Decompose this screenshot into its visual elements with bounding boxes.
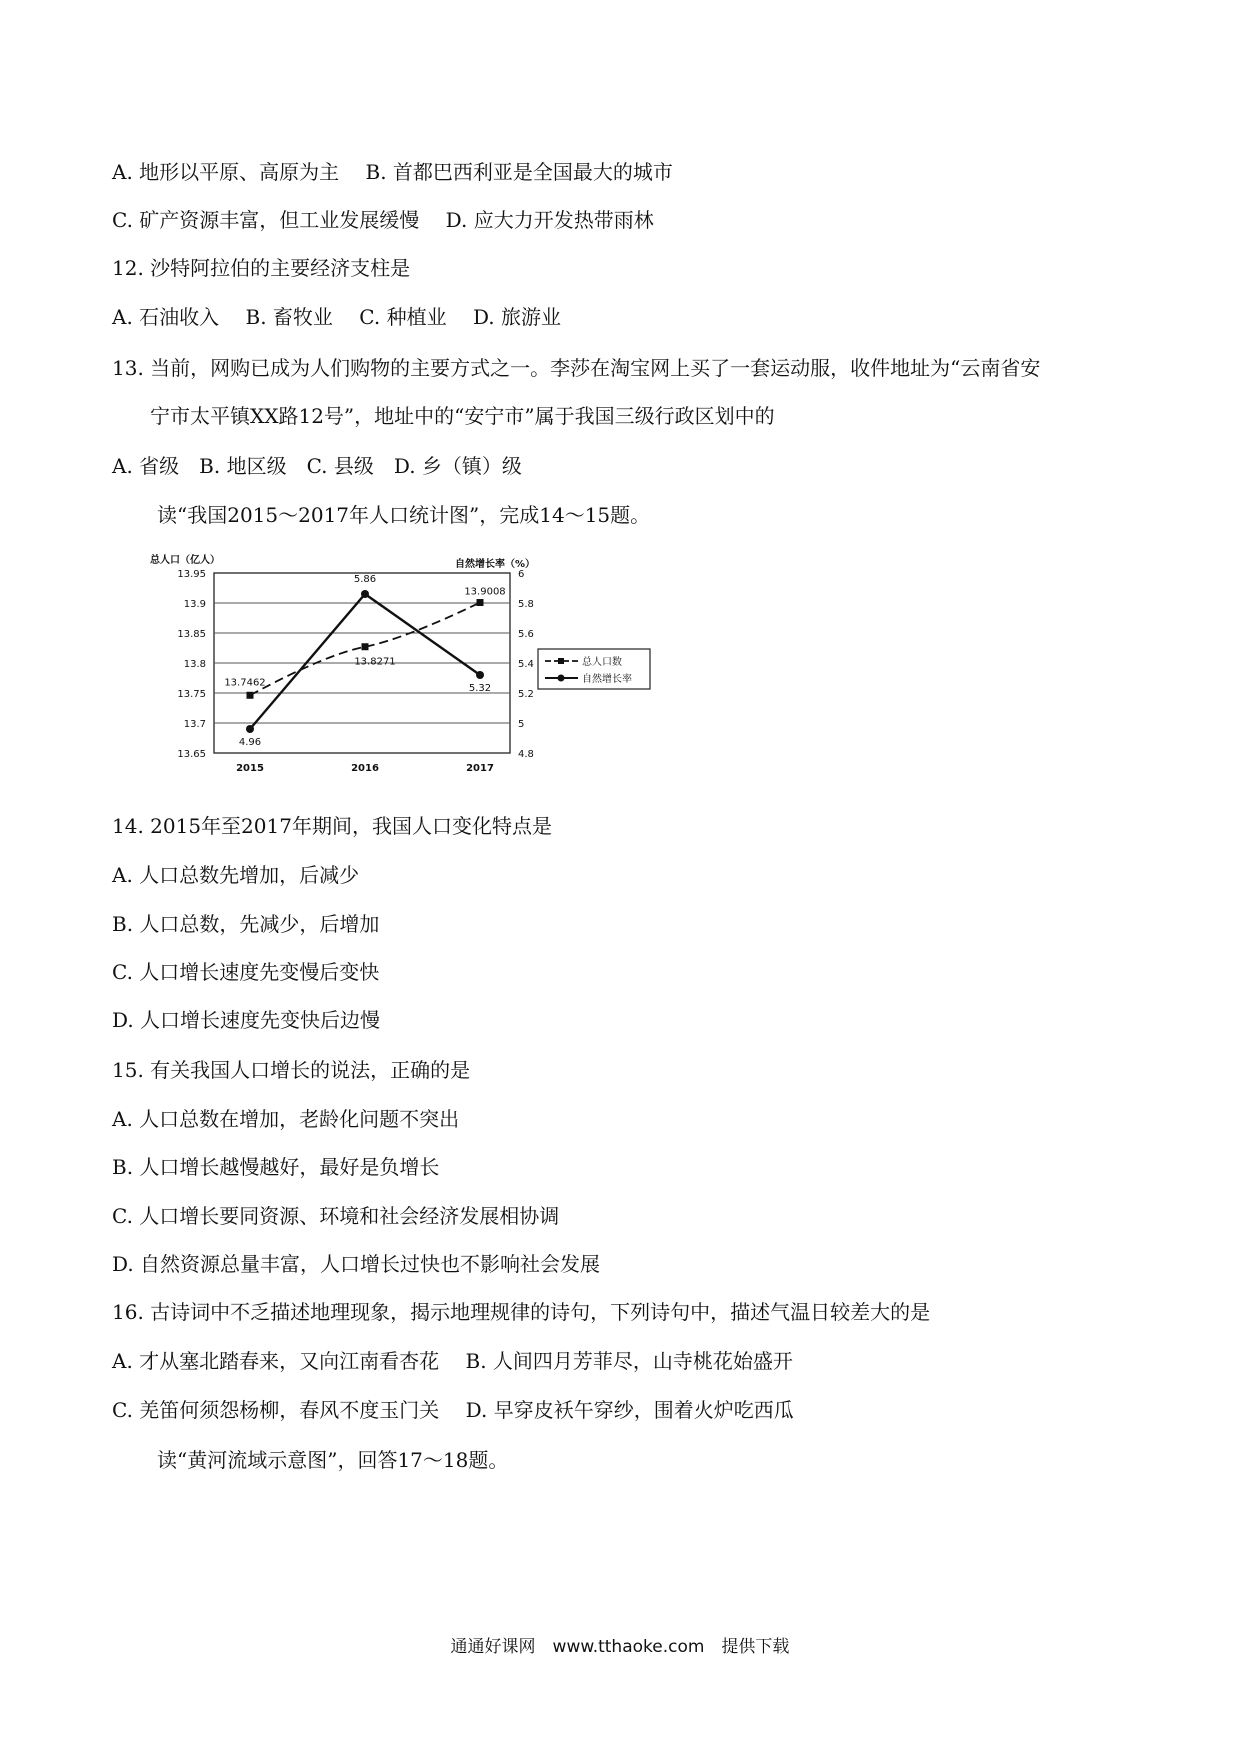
left-tick-label: 13.95 — [177, 569, 206, 580]
q14-stem: 14. 2015年至2017年期间，我国人口变化特点是 — [112, 814, 552, 838]
left-tick-label: 13.8 — [183, 659, 206, 670]
population-chart-svg — [150, 553, 670, 785]
q16-stem: 16. 古诗词中不乏描述地理现象，揭示地理规律的诗句，下列诗句中，描述气温日较差大的是 — [112, 1300, 931, 1324]
x-tick-label: 2015 — [236, 763, 264, 774]
q13-stem-line2: 宁市太平镇XX路12号”，地址中的“安宁市”属于我国三级行政区划中的 — [150, 404, 775, 428]
x-tick-label: 2017 — [466, 763, 494, 774]
q15-option-b: B. 人口增长越慢越好，最好是负增长 — [112, 1155, 440, 1179]
total-population-label: 13.7462 — [224, 677, 266, 689]
q14-option-a: A. 人口总数先增加，后减少 — [112, 863, 360, 887]
q14-option-d: D. 人口增长速度先变快后边慢 — [112, 1008, 381, 1032]
growth-rate-label: 4.96 — [238, 737, 262, 748]
right-tick-label: 5.8 — [518, 599, 534, 610]
q16-options-ab: A. 才从塞北踏春来，又向江南看杏花 B. 人间四月芳菲尽，山寺桃花始盛开 — [112, 1349, 793, 1373]
q15-option-c: C. 人口增长要同资源、环境和社会经济发展相协调 — [112, 1204, 560, 1228]
q12-stem: 12. 沙特阿拉伯的主要经济支柱是 — [112, 256, 411, 280]
right-tick-label: 4.8 — [518, 749, 534, 760]
population-chart — [150, 553, 670, 785]
legend-growth-rate-marker — [558, 675, 565, 682]
left-tick-label: 13.9 — [183, 599, 206, 610]
legend-growth-rate-label: 自然增长率 — [582, 674, 632, 685]
q16-options-cd: C. 羌笛何须怨杨柳，春风不度玉门关 D. 早穿皮袄午穿纱，围着火炉吃西瓜 — [112, 1398, 794, 1422]
growth-rate-point — [476, 671, 484, 679]
legend-total-population-marker — [558, 658, 564, 664]
left-tick-label: 13.7 — [183, 719, 206, 730]
q11-options-cd: C. 矿产资源丰富，但工业发展缓慢 D. 应大力开发热带雨林 — [112, 208, 654, 232]
total-population-point — [477, 599, 484, 606]
q11-options-ab: A. 地形以平原、高原为主 B. 首都巴西利亚是全国最大的城市 — [112, 160, 673, 184]
right-tick-label: 5 — [518, 719, 525, 730]
growth-rate-label: 5.86 — [353, 574, 377, 585]
left-tick-label: 13.85 — [177, 629, 206, 640]
growth-rate-label: 5.32 — [468, 683, 492, 694]
chart-intro: 读“我国2015～2017年人口统计图”，完成14～15题。 — [157, 503, 651, 527]
total-population-point — [362, 643, 369, 650]
q14-option-b: B. 人口总数，先减少，后增加 — [112, 912, 380, 936]
total-population-point — [247, 692, 254, 699]
right-tick-label: 5.2 — [518, 689, 534, 700]
growth-rate-point — [361, 590, 369, 598]
left-tick-label: 13.65 — [177, 749, 206, 760]
left-tick-label: 13.75 — [177, 689, 206, 700]
q13-stem-line1: 13. 当前，网购已成为人们购物的主要方式之一。李莎在淘宝网上买了一套运动服，收件地址为“云南省安 — [112, 356, 1041, 380]
x-tick-label: 2016 — [351, 763, 379, 774]
right-tick-label: 5.4 — [518, 659, 534, 670]
total-population-label: 13.8271 — [354, 656, 396, 668]
q12-options: A. 石油收入 B. 畜牧业 C. 种植业 D. 旅游业 — [112, 305, 561, 329]
q15-option-d: D. 自然资源总量丰富，人口增长过快也不影响社会发展 — [112, 1252, 601, 1276]
total-population-label: 13.9008 — [464, 586, 506, 598]
q14-option-c: C. 人口增长速度先变慢后变快 — [112, 960, 380, 984]
q15-stem: 15. 有关我国人口增长的说法，正确的是 — [112, 1058, 471, 1082]
q13-options: A. 省级 B. 地区级 C. 县级 D. 乡（镇）级 — [112, 454, 522, 478]
page-footer: 通通好课网 www.tthaoke.com 提供下载 — [450, 1637, 790, 1657]
right-tick-label: 5.6 — [518, 629, 534, 640]
left-axis-title: 总人口（亿人） — [150, 555, 220, 566]
growth-rate-point — [246, 725, 254, 733]
legend-total-population-label: 总人口数 — [582, 657, 622, 668]
right-tick-label: 6 — [518, 569, 525, 580]
q15-option-a: A. 人口总数在增加，老龄化问题不突出 — [112, 1107, 460, 1131]
map-intro: 读“黄河流域示意图”，回答17～18题。 — [157, 1448, 509, 1472]
right-axis-title: 自然增长率（%） — [454, 559, 535, 570]
